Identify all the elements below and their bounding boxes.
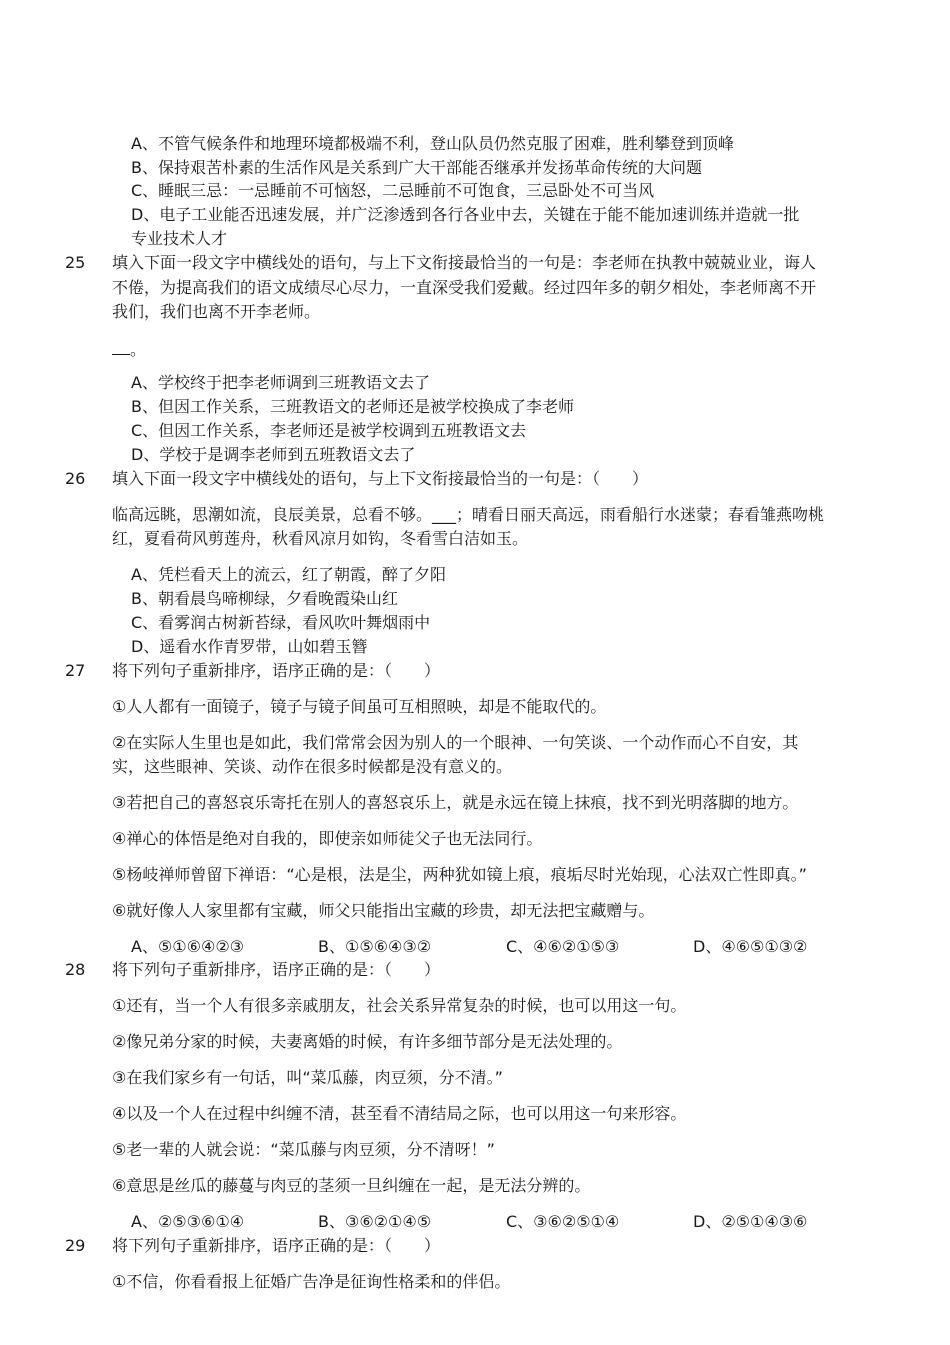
question-number: 26	[65, 469, 86, 488]
q24-option-b: B、保持艰苦朴素的生活作风是关系到广大干部能否继承并发扬革命传统的大问题	[131, 158, 702, 177]
q24-option-a: A、不管气候条件和地理环境都极端不利，登山队员仍然克服了困难，胜利攀登到顶峰	[131, 134, 734, 153]
q26-option-c: C、看雾润古树新苔绿，看风吹叶舞烟雨中	[131, 613, 431, 632]
q25-answer-blank: 。	[112, 340, 146, 360]
q25-option-a: A、学校终于把李老师调到三班教语文去了	[131, 373, 430, 392]
q24-option-d-cont: 专业技术人才	[131, 229, 228, 248]
q28-choices	[0, 1212, 950, 1232]
q29-stem: 将下列句子重新排序，语序正确的是：（ ）	[112, 1236, 441, 1255]
q27-choice-d: D、④⑥⑤①③②	[693, 937, 808, 956]
q28-sentence-4: ④以及一个人在过程中纠缠不清，甚至看不清结局之际，也可以用这一句来形容。	[112, 1104, 687, 1123]
q27-sentence-5: ⑤杨岐禅师曾留下禅语：“心是根，法是尘，两种犹如镜上痕，痕垢尽时光始现，心法双亡性即真。”	[112, 865, 807, 884]
q26-stem: 填入下面一段文字中横线处的语句，与上下文衔接最恰当的一句是：（ ）	[112, 469, 649, 488]
q25-option-d: D、学校于是调李老师到五班教语文去了	[131, 445, 416, 464]
q27-sentence-6: ⑥就好像人人家里都有宝藏，师父只能指出宝藏的珍贵，却无法把宝藏赠与。	[112, 901, 655, 920]
question-number: 27	[65, 661, 86, 680]
question-number: 29	[65, 1236, 86, 1255]
q28-choice-d: D、②⑤①④③⑥	[693, 1212, 808, 1231]
q25-stem-line2: 不倦，为提高我们的语文成绩尽心尽力，一直深受我们爱戴。经过四年多的朝夕相处，李老师离不开	[112, 278, 817, 297]
q25-option-c: C、但因工作关系，李老师还是被学校调到五班教语文去	[131, 421, 527, 440]
q27-choice-b: B、①⑤⑥④③②	[318, 937, 432, 956]
q27-choice-a: A、⑤①⑥④②③	[131, 937, 245, 956]
q24-option-d: D、电子工业能否迅速发展，并广泛渗透到各行各业中去，关键在于能不能加速训练并造就一批	[131, 205, 800, 224]
q26-passage-line1: 临高远眺，思潮如流，良辰美景，总看不够。___；晴看日丽天高远，雨看船行水迷蒙；春看雏燕吻桃	[112, 505, 825, 524]
q28-sentence-2: ②像兄弟分家的时候，夫妻离婚的时候，有许多细节部分是无法处理的。	[112, 1032, 623, 1051]
q28-stem: 将下列句子重新排序，语序正确的是：（ ）	[112, 960, 441, 979]
question-number: 25	[65, 253, 86, 272]
question-number: 28	[65, 960, 86, 979]
q28-sentence-1: ①还有，当一个人有很多亲戚朋友，社会关系异常复杂的时候，也可以用这一句。	[112, 996, 687, 1015]
q28-choice-b: B、③⑥②①④⑤	[318, 1212, 432, 1231]
q26-option-a: A、凭栏看天上的流云，红了朝霞，醉了夕阳	[131, 565, 446, 584]
q28-choice-c: C、③⑥②⑤①④	[506, 1212, 620, 1231]
q28-sentence-6: ⑥意思是丝瓜的藤蔓与肉豆的茎须一旦纠缠在一起，是无法分辨的。	[112, 1176, 591, 1195]
q26-passage-line2: 红，夏看荷风剪莲舟，秋看风凉月如钩，冬看雪白洁如玉。	[112, 529, 529, 548]
q25-stem-line1: 填入下面一段文字中横线处的语句，与上下文衔接最恰当的一句是：李老师在执教中兢兢业业，诲人	[112, 253, 817, 272]
q24-option-c: C、睡眠三忌：一忌睡前不可恼怒，二忌睡前不可饱食，三忌卧处不可当风	[131, 181, 655, 200]
passage-blank: ___	[432, 505, 457, 524]
q28-sentence-3: ③在我们家乡有一句话，叫“菜瓜藤，肉豆须，分不清。”	[112, 1068, 503, 1087]
q27-sentence-2: ②在实际人生里也是如此，我们常常会因为别人的一个眼神、一句笑谈、一个动作而心不自安，其	[112, 733, 799, 752]
q27-sentence-2-cont: 实，这些眼神、笑谈、动作在很多时候都是没有意义的。	[112, 757, 513, 776]
q28-choice-a: A、②⑤③⑥①④	[131, 1212, 245, 1231]
q27-sentence-1: ①人人都有一面镜子，镜子与镜子间虽可互相照映，却是不能取代的。	[112, 697, 607, 716]
q27-stem: 将下列句子重新排序，语序正确的是：（ ）	[112, 661, 441, 680]
q25-option-b: B、但因工作关系，三班教语文的老师还是被学校换成了李老师	[131, 397, 574, 416]
q27-sentence-4: ④禅心的体悟是绝对自我的，即使亲如师徒父子也无法同行。	[112, 829, 543, 848]
q27-sentence-3: ③若把自己的喜怒哀乐寄托在别人的喜怒哀乐上，就是永远在镜上抹痕，找不到光明落脚的地方。	[112, 793, 799, 812]
q26-option-b: B、朝看晨鸟啼柳绿，夕看晚霞染山红	[131, 589, 398, 608]
q25-stem-line3: 我们，我们也离不开李老师。	[112, 302, 321, 321]
q28-sentence-5: ⑤老一辈的人就会说：“菜瓜藤与肉豆须，分不清呀！”	[112, 1140, 495, 1159]
q27-choice-c: C、④⑥②①⑤③	[506, 937, 620, 956]
q29-sentence-1: ①不信，你看看报上征婚广告净是征询性格柔和的伴侣。	[112, 1272, 511, 1291]
blank-line	[112, 342, 130, 355]
q26-option-d: D、遥看水作青罗带，山如碧玉簪	[131, 637, 368, 656]
q27-choices	[0, 937, 950, 957]
